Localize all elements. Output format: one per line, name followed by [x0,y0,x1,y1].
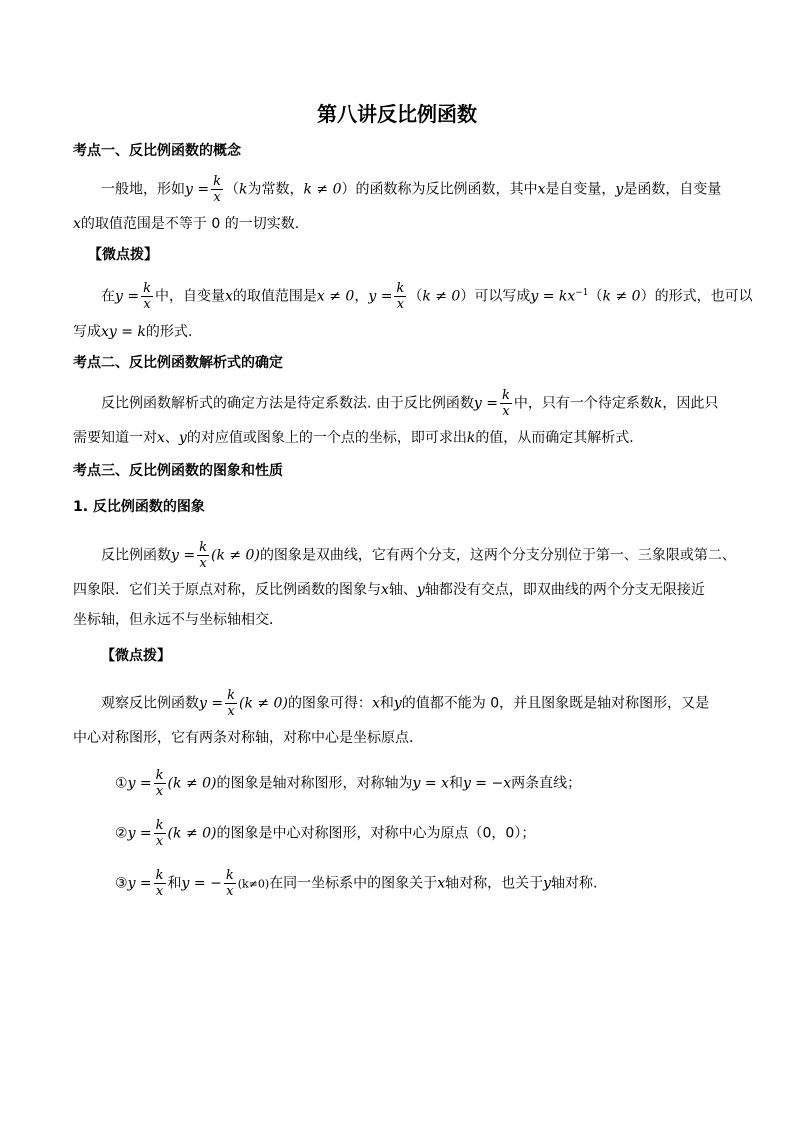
tip-1-line-1: 在y = $\frac{k}{x}$ 中，自变量x的取值范围是x ≠ 0，y = $\frac{k}{x}$ （k ≠ 0）可以写成$y = kx^{-1}(k \ne 0)$的形式，也可以 [101,281,753,312]
s1-paragraph-line-1: 一般地，形如y = $\frac{k}{x}$ （k为常数，k ≠ 0）的函数称为反比例函数，其中x是自变量，y是函数，自变量 [101,174,722,205]
tip-label-1: 【微点拨】 [88,247,158,263]
observe-line-1: 观察反比例函数y = $\frac{k}{x}$ (k ≠ 0)的图象可得：x和y的值都不能为 0，并且图象既是轴对称图形，又是 [101,688,710,719]
page-title: 第八讲反比例函数 [317,102,477,126]
tip-label-2: 【微点拨】 [101,648,171,664]
subsection-1-heading: 1. 反比例函数的图象 [73,499,205,515]
s2-paragraph-line-2: 需要知道一对x、y的对应值或图象上的一个点的坐标，即可求出k的值，从而确定其解析式. [73,430,634,446]
s2-paragraph-line-1: 反比例函数解析式的确定方法是待定系数法. 由于反比例函数y = $\frac{k}{x}$ 中，只有一个待定系数k，因此只 [101,388,719,419]
observe-line-2: 中心对称图形，它有两条对称轴，对称中心是坐标原点． [73,730,423,746]
s1-paragraph-line-2: x的取值范围是不等于 0 的一切实数. [73,216,300,232]
item-3: ③y = $\frac{k}{x}$ 和y = − $\frac{k}{x}$ (k≠0)在同一坐标系中的图象关于x轴对称，也关于y轴对称. [115,868,598,899]
s3-paragraph-line-3: 坐标轴，但永远不与坐标轴相交． [73,612,283,628]
tip-1-line-2: 写成xy = k的形式. [73,324,193,340]
item-1: ①y = $\frac{k}{x}$ (k ≠ 0)的图象是轴对称图形，对称轴为y = x和y = −x两条直线； [115,768,582,799]
s3-paragraph-line-1: 反比例函数y = $\frac{k}{x}$ (k ≠ 0)的图象是双曲线，它有两个分支，这两个分支分别位于第一、三象限或第二、 [101,540,736,571]
fraction-k-over-x: $\frac{k}{x}$ [213,174,221,205]
section-3-heading: 考点三、反比例函数的图象和性质 [73,463,283,479]
section-1-heading: 考点一、反比例函数的概念 [73,143,241,159]
s3-paragraph-line-2: 四象限．它们关于原点对称，反比例函数的图象与x轴、y轴都没有交点，即双曲线的两个分支无限接近 [73,582,705,598]
section-2-heading: 考点二、反比例函数解析式的确定 [73,355,283,371]
item-2: ②y = $\frac{k}{x}$ (k ≠ 0)的图象是中心对称图形，对称中心为原点（0，0）； [115,818,536,849]
